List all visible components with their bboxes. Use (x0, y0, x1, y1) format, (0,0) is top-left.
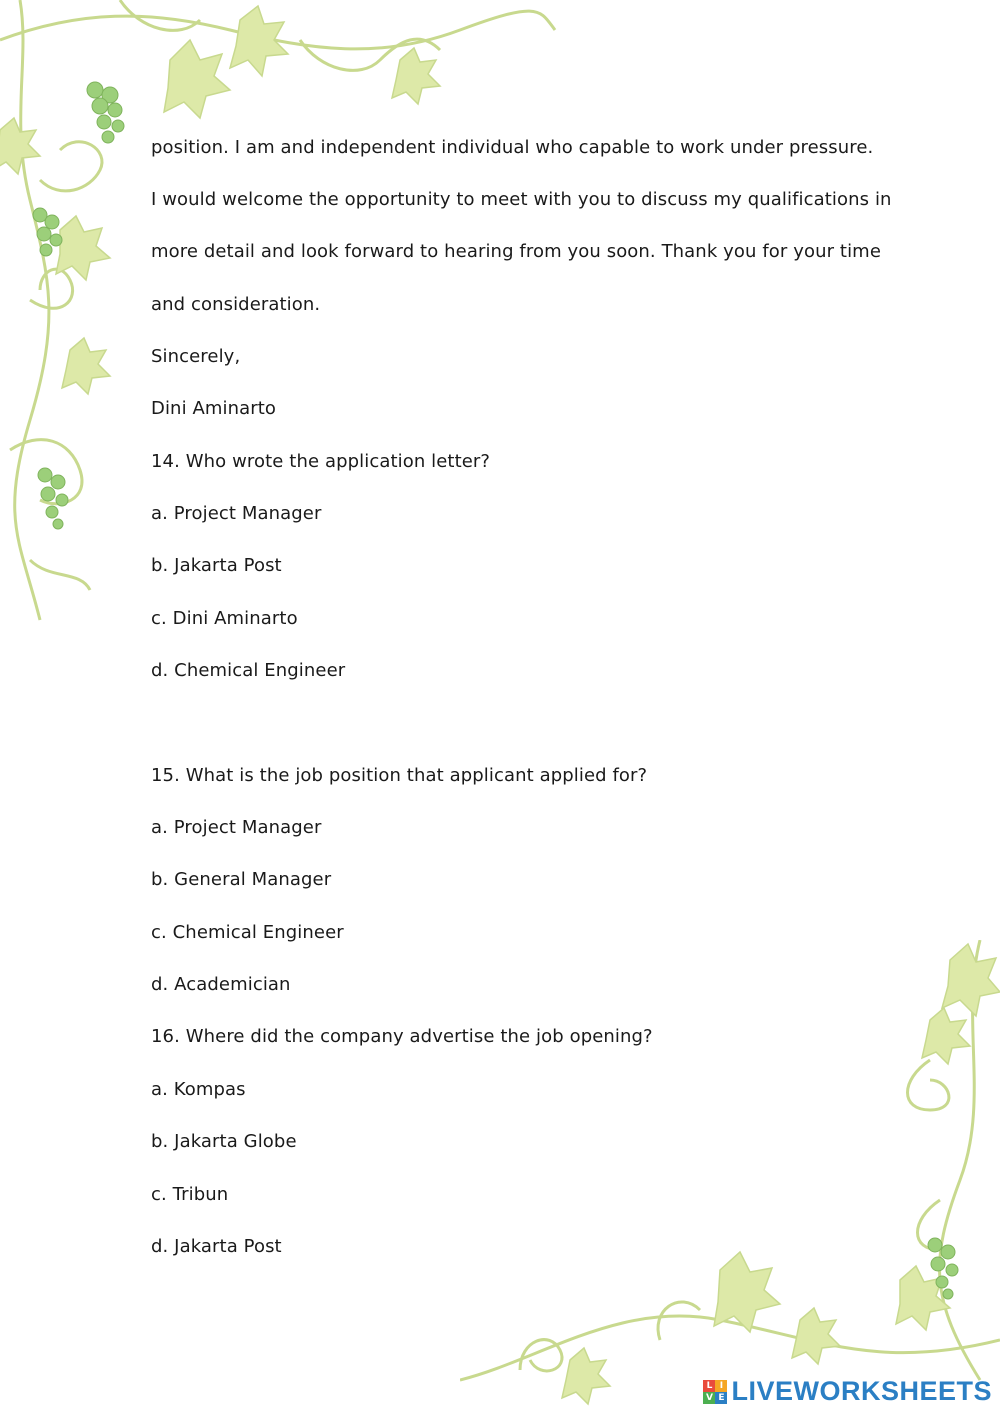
letter-signature: Dini Aminarto (151, 398, 277, 419)
logo-letter-l: L (703, 1380, 715, 1392)
letter-line: position. I am and independent individual who capable to work under pressure. (151, 137, 874, 158)
question-16-option-a[interactable]: a. Kompas (151, 1079, 246, 1100)
question-15: 15. What is the job position that applicant applied for? (151, 765, 648, 786)
liveworksheets-logo-icon (703, 1380, 727, 1404)
question-14-option-c[interactable]: c. Dini Aminarto (151, 608, 298, 629)
question-15-option-a[interactable]: a. Project Manager (151, 817, 322, 838)
letter-line: and consideration. (151, 294, 321, 315)
question-15-option-d[interactable]: d. Academician (151, 974, 291, 995)
question-14-option-b[interactable]: b. Jakarta Post (151, 555, 282, 576)
question-16: 16. Where did the company advertise the job opening? (151, 1026, 653, 1047)
liveworksheets-wordmark: LIVEWORKSHEETS (731, 1376, 992, 1406)
logo-letter-v: V (703, 1392, 715, 1404)
question-15-option-c[interactable]: c. Chemical Engineer (151, 922, 344, 943)
question-16-option-c[interactable]: c. Tribun (151, 1184, 229, 1205)
logo-letter-e: E (715, 1392, 727, 1404)
question-16-option-d[interactable]: d. Jakarta Post (151, 1236, 282, 1257)
letter-line: more detail and look forward to hearing from you soon. Thank you for your time (151, 241, 881, 262)
question-15-option-b[interactable]: b. General Manager (151, 869, 332, 890)
question-14-option-a[interactable]: a. Project Manager (151, 503, 322, 524)
liveworksheets-brand (703, 1376, 992, 1407)
question-14: 14. Who wrote the application letter? (151, 451, 491, 472)
letter-line: I would welcome the opportunity to meet with you to discuss my qualifications in (151, 189, 892, 210)
question-14-option-d[interactable]: d. Chemical Engineer (151, 660, 346, 681)
logo-letter-i: I (715, 1380, 727, 1392)
letter-closing: Sincerely, (151, 346, 241, 367)
vine-decoration-bottom-right (460, 940, 1000, 1413)
vine-decoration-top-left (0, 0, 560, 640)
question-16-option-b[interactable]: b. Jakarta Globe (151, 1131, 297, 1152)
